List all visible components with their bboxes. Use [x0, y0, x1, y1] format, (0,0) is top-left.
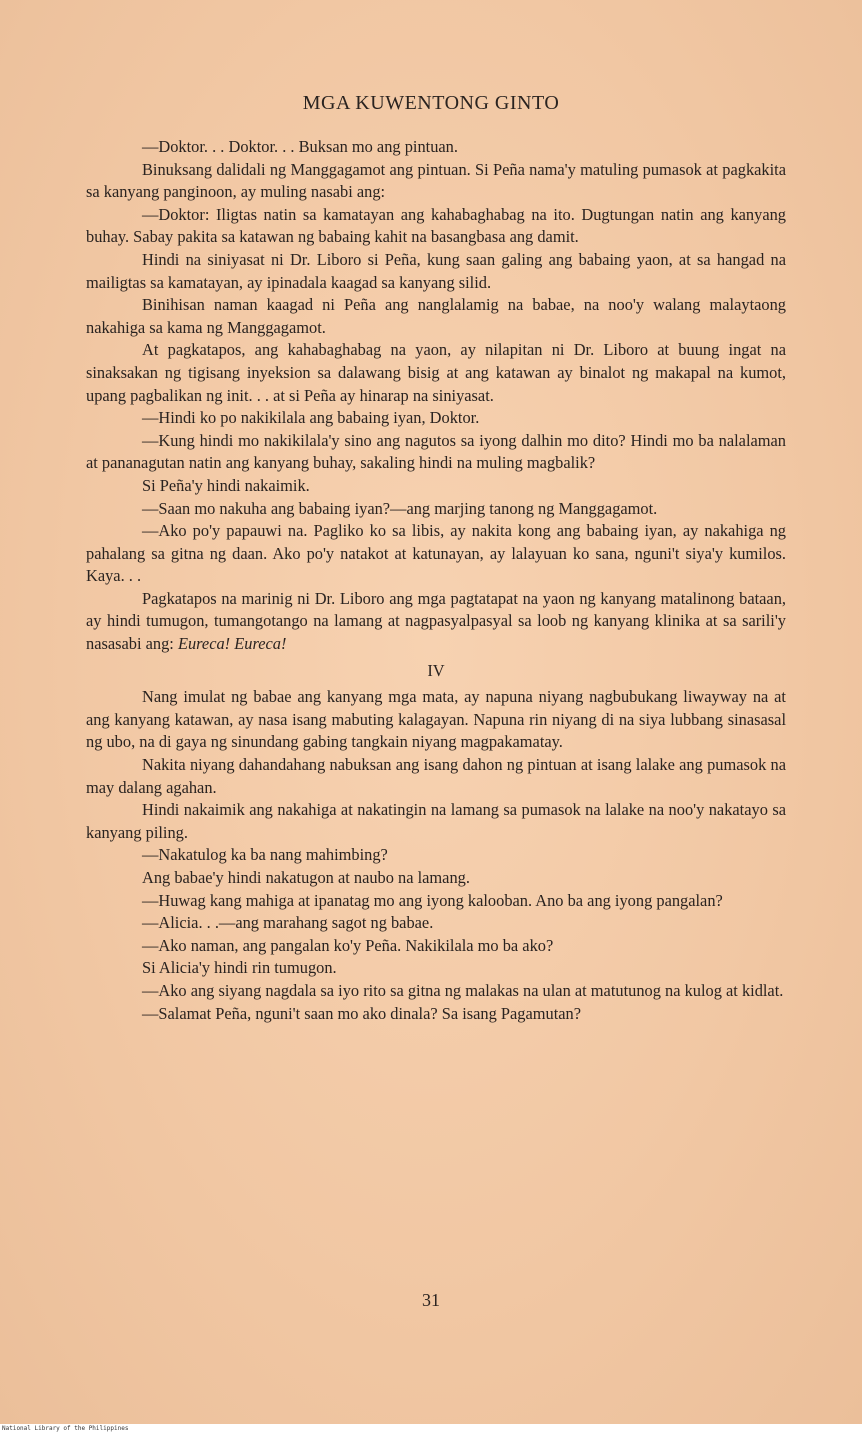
paragraph: At pagkatapos, ang kahabaghabag na yaon, ay nilapitan ni Dr. Liboro at buung ingat na sinaksakan ng tigisang inyeksion sa dalawang bisig at ang katawan ay binalot ng makapal na kumot, upang pagbalikan ng init. . . at si Peña ay hinarap na siniyasat. [86, 340, 786, 405]
exclamation: Eureca! Eureca! [177, 634, 287, 654]
paragraph: —Alicia. . .—ang marahang sagot ng babae. [142, 913, 434, 933]
paragraph: Hindi na siniyasat ni Dr. Liboro si Peña, kung saan galing ang babaing yaon, at sa hangad na mailigtas sa kamatayan, ay ipinadala kaagad sa kanyang silid. [86, 249, 786, 292]
paragraph: Si Peña'y hindi nakaimik. [142, 475, 310, 495]
paragraph: —Ako ang siyang nagdala sa iyo rito sa gitna ng malakas na ulan at matutunog na kulog at kidlat. [142, 980, 784, 1000]
footer-credit: National Library of the Philippines [0, 1424, 862, 1433]
paragraph: Si Alicia'y hindi rin tumugon. [142, 958, 337, 978]
paragraph: —Doktor: Iligtas natin sa kamatayan ang kahabaghabag na ito. Dugtungan natin ang kanyang buhay. Sabay pakita sa katawan ng babaing kahit na basangbasa ang damit. [86, 204, 786, 247]
paragraph: Binihisan naman kaagad ni Peña ang nanglalamig na babae, na noo'y walang malaytaong nakahiga sa kama ng Manggagamot. [86, 295, 786, 337]
section-heading: IV [427, 660, 445, 680]
paragraph: —Nakatulog ka ba nang mahimbing? [142, 845, 388, 865]
paragraph: Ang babae'y hindi nakatugon at naubo na lamang. [142, 868, 470, 887]
paragraph: Nakita niyang dahandahang nabuksan ang isang dahon ng pintuan at isang lalake ang pumasok na may dalang agahan. [86, 755, 786, 797]
paragraph: —Ako po'y papauwi na. Pagliko ko sa libis, ay nakita kong ang babaing iyan, ay nakahiga ng pahalang sa gitna ng daan. Ako po'y natakot at katunayan, ay lalayuan ko sana, nguni't siya'y kumilos. Kaya. . . [86, 521, 786, 586]
paragraph: —Saan mo nakuha ang babaing iyan?—ang marjing tanong ng Manggagamot. [142, 498, 658, 518]
paragraph: Binuksang dalidali ng Manggagamot ang pintuan. Si Peña nama'y matuling pumasok at pagkakita sa kanyang panginoon, ay muling nasabi ang: [86, 159, 786, 202]
running-header: MGA KUWENTONG GINTO [302, 92, 560, 114]
paragraph: —Salamat Peña, nguni't saan mo ako dinala? Sa isang Pagamutan? [142, 1003, 582, 1023]
paragraph: —Kung hindi mo nakikilala'y sino ang nagutos sa iyong dalhin mo dito? Hindi mo ba nalalaman at pananagutan natin ang kanyang buhay, sakaling hindi na muling magbalik? [86, 430, 786, 473]
paragraph: Hindi nakaimik ang nakahiga at nakatingin na lamang sa pumasok na lalake na noo'y nakatayo sa kanyang piling. [86, 800, 786, 842]
paragraph [86, 588, 786, 656]
page-number: 31 [422, 1290, 440, 1310]
paragraph: —Ako naman, ang pangalan ko'y Peña. Nakikilala mo ba ako? [142, 935, 554, 955]
paragraph: —Huwag kang mahiga at ipanatag mo ang iyong kalooban. Ano ba ang iyong pangalan? [142, 890, 723, 910]
paragraph: —Doktor. . . Doktor. . . Buksan mo ang pintuan. [142, 137, 458, 156]
paragraph: —Hindi ko po nakikilala ang babaing iyan, Doktor. [142, 408, 480, 428]
paragraph: Nang imulat ng babae ang kanyang mga mata, ay napuna niyang nagbubukang liwayway na at ang kanyang katawan, ay nasa isang mabuting kalagayan. Napuna rin niyang di na siya lubbang sinasasal ng ubo, na di gaya ng sinundang gabing tangkain niyang magpakamatay. [86, 687, 786, 752]
paragraph-text: Pagkatapos na marinig ni Dr. Liboro ang mga pagtatapat na yaon ng kanyang matalinong bataan, ay hindi tumugon, tumangotango na lamang at nagpasyalpasyal sa loob ng kanyang klinika at sa sarili'y nasasabi ang: [86, 588, 786, 654]
body-text [86, 136, 786, 1025]
